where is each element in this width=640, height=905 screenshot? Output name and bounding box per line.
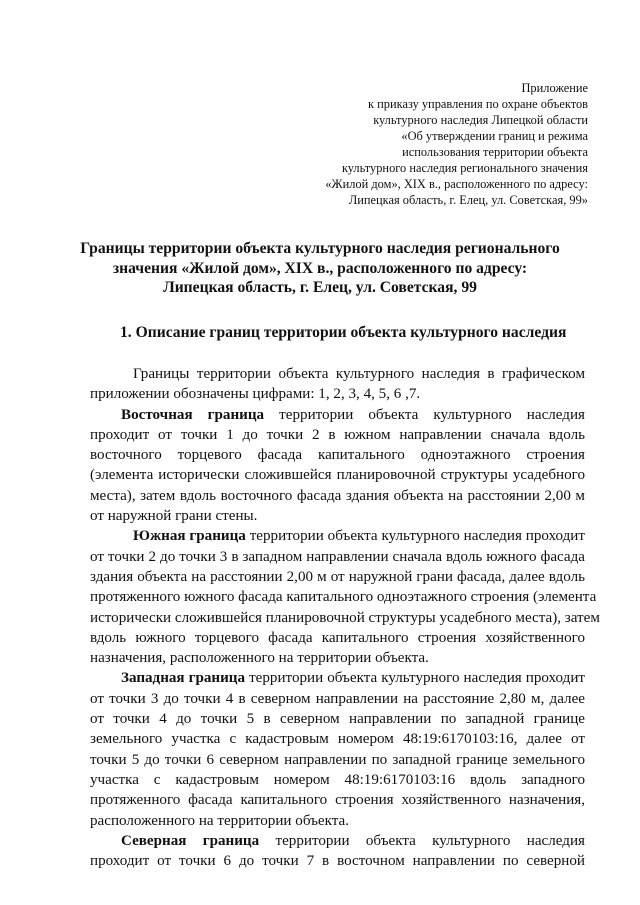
south-boundary-label: Южная граница xyxy=(133,528,246,545)
text-line xyxy=(90,831,585,851)
paragraph-west-boundary xyxy=(90,668,585,830)
text-line: назначения, расположенного на территории объекта. xyxy=(90,650,429,667)
paragraph-intro xyxy=(90,364,585,405)
title-line: Границы территории объекта культурного наследия регионального xyxy=(80,240,560,257)
text-fragment: территории объекта культурного наследия xyxy=(259,832,585,849)
paragraph-south-boundary xyxy=(90,526,600,668)
text-line xyxy=(90,405,585,425)
paragraph-east-boundary xyxy=(90,405,585,527)
document-title xyxy=(60,239,580,298)
text-line: вдоль южного торцевого фасада капитального строения хозяйственного xyxy=(90,629,585,646)
title-line: значения «Жилой дом», XIX в., расположенного по адресу: xyxy=(112,259,528,277)
paragraph-north-boundary xyxy=(90,831,585,872)
text-line: расположенного на территории объекта. xyxy=(90,812,350,829)
north-boundary-label: Северная граница xyxy=(121,832,260,849)
text-line: точки 5 до точки 6 северном направлении по западной границе земельного xyxy=(90,751,585,768)
text-line: от точки 2 до точки 3 в западном направлении сначала вдоль южного фасада xyxy=(90,548,585,565)
appendix-line: «Жилой дом», XIX в., расположенного по адресу: xyxy=(325,177,588,191)
text-line: земельного участка с кадастровым номером 48:19:6170103:16, далее от xyxy=(90,731,585,748)
text-line: восточного торцевого фасада капитального одноэтажного строения xyxy=(90,447,585,464)
text-fragment: территории объекта культурного наследия xyxy=(264,406,585,423)
text-line: проходит от точки 1 до точки 2 в южном направлении сначала вдоль xyxy=(90,426,585,443)
appendix-line: Приложение xyxy=(521,81,588,95)
appendix-header xyxy=(258,80,588,208)
east-boundary-label: Восточная граница xyxy=(121,406,265,423)
document-body xyxy=(90,364,600,871)
title-line: Липецкая область, г. Елец, ул. Советская, 99 xyxy=(163,279,477,296)
text-fragment: территории объекта культурного наследия проходит xyxy=(245,670,585,687)
text-line: (элемента исторически сложившейся планировочной структуры усадебного xyxy=(90,467,585,484)
text-line xyxy=(90,668,585,688)
appendix-line: культурного наследия регионального значения xyxy=(341,161,588,175)
text-line xyxy=(90,526,585,546)
text-line: приложении обозначены цифрами: 1, 2, 3, 4, 5, 6 ,7. xyxy=(90,386,421,403)
text-line: здания объекта на расстоянии 2,00 м от наружной грани фасада, далее вдоль xyxy=(90,568,585,585)
appendix-line: использования территории объекта xyxy=(402,145,588,159)
text-line: от наружной грани стены. xyxy=(90,508,258,525)
text-line: Границы территории объекта культурного наследия в графическом xyxy=(133,366,585,382)
text-line: участка с кадастровым номером 48:19:6170103:16 вдоль западного xyxy=(90,771,585,788)
text-line: проходит от точки 6 до точки 7 в восточном направлении по северной xyxy=(90,853,585,870)
text-fragment: территории объекта культурного наследия проходит xyxy=(245,528,585,545)
west-boundary-label: Западная граница xyxy=(121,670,246,687)
text-line: от точки 4 до точки 5 в северном направлении по западной границе xyxy=(90,711,585,728)
text-line: исторически сложившейся планировочной структуры усадебного места), затем xyxy=(90,609,600,626)
appendix-line: Липецкая область, г. Елец, ул. Советская, 99» xyxy=(348,193,588,207)
text-line: от точки 3 до точки 4 в северном направлении на расстояние 2,80 м, далее xyxy=(90,690,585,707)
section-heading: 1. Описание границ территории объекта культурного наследия xyxy=(120,324,567,341)
text-line: места), затем вдоль восточного фасада здания объекта на расстоянии 2,00 м xyxy=(90,487,585,504)
appendix-line: к приказу управления по охране объектов xyxy=(368,97,588,111)
appendix-line: культурного наследия Липецкой области xyxy=(373,113,588,127)
appendix-line: «Об утверждении границ и режима xyxy=(401,129,588,143)
text-line: протяженного южного фасада капитального одноэтажного строения (элемента xyxy=(90,589,597,606)
text-line: протяженного фасада капитального строения хозяйственного назначения, xyxy=(90,792,585,809)
